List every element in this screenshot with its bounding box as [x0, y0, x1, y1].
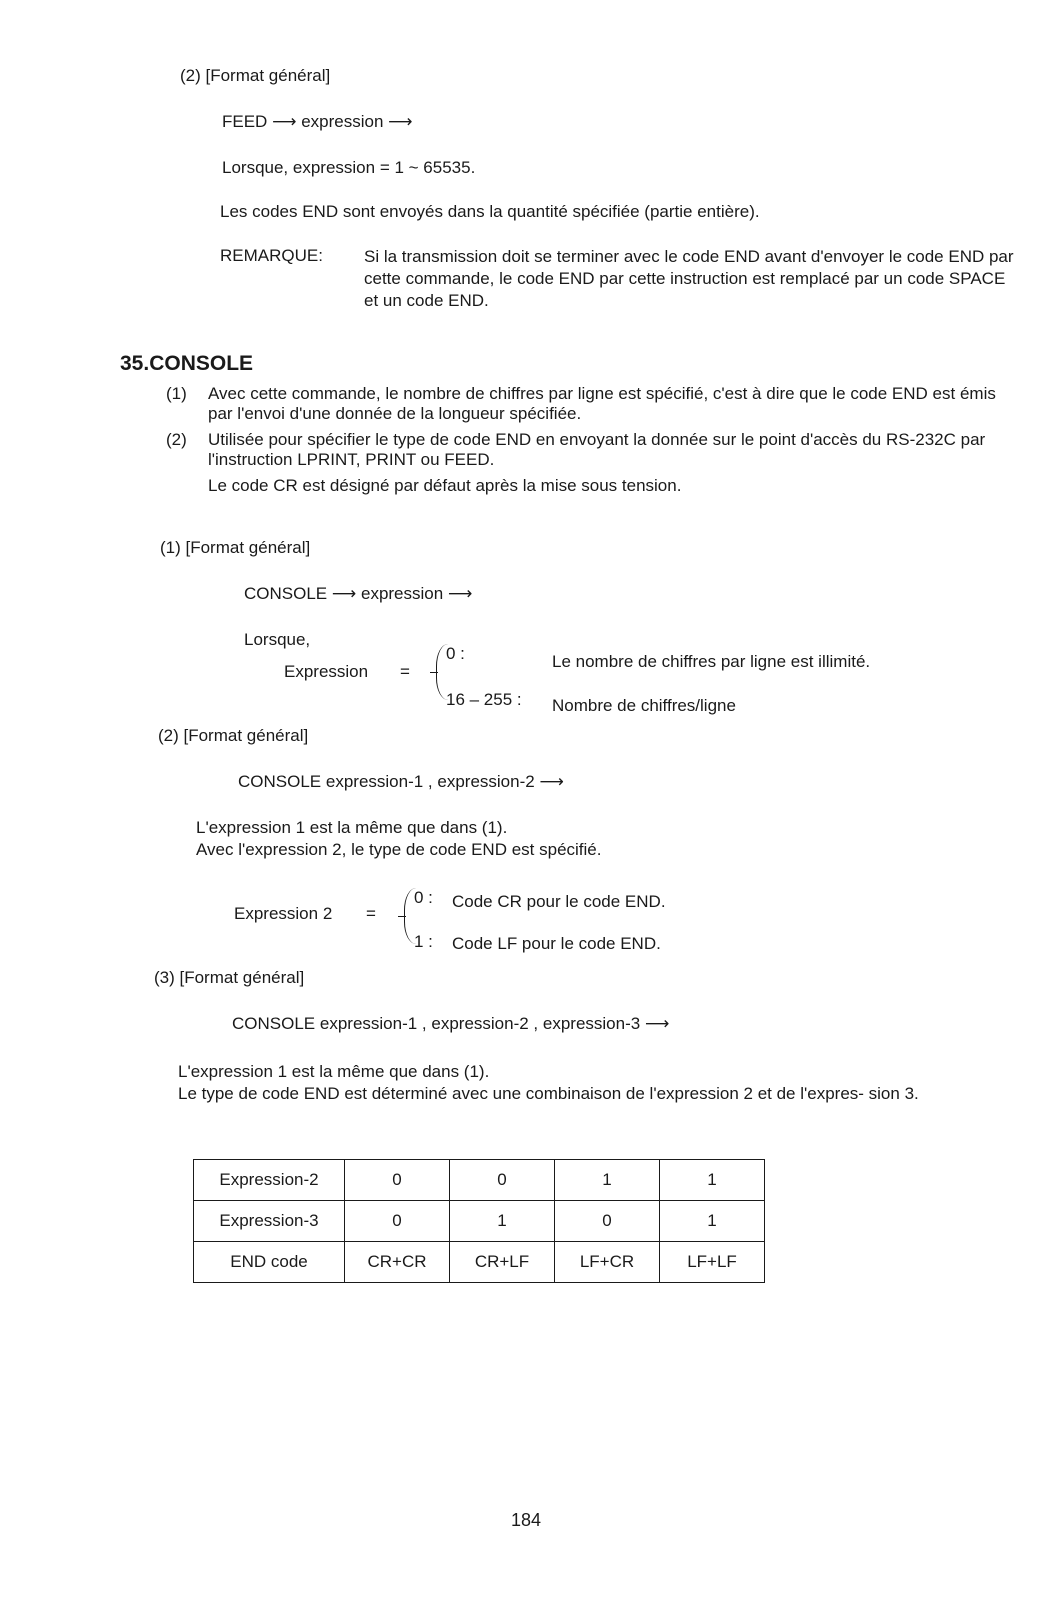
table-row-header: END code	[194, 1242, 345, 1283]
format-1-lorsque: Lorsque,	[244, 630, 311, 649]
table-cell: LF+CR	[555, 1242, 660, 1283]
table-cell: 1	[660, 1160, 765, 1201]
format-3-line-1: L'expression 1 est la même que dans (1).	[178, 1062, 490, 1081]
table-row	[194, 1201, 765, 1242]
console-keyword: CONSOLE	[232, 1014, 316, 1033]
format-1-option-1-key: 16 – 255 :	[446, 690, 522, 709]
table-row	[194, 1242, 765, 1283]
format-1-option-0-text: Le nombre de chiffres par ligne est illimité.	[552, 652, 871, 671]
table-cell: LF+LF	[660, 1242, 765, 1283]
page-number: 184	[510, 1510, 542, 1530]
format-2-label: (2) [Format général]	[158, 726, 309, 745]
table-cell: 1	[555, 1160, 660, 1201]
table-cell: 1	[660, 1201, 765, 1242]
arrow-icon: ⟶	[388, 112, 413, 131]
table-cell: CR+CR	[345, 1242, 450, 1283]
table-row	[194, 1160, 765, 1201]
feed-remarque-label: REMARQUE:	[220, 246, 323, 265]
expression-list: expression-1 , expression-2	[325, 772, 535, 791]
arrow-icon: ⟶	[644, 1014, 670, 1033]
arrow-icon: ⟶	[447, 584, 473, 603]
console-keyword: CONSOLE	[244, 584, 328, 603]
section-heading: 35.CONSOLE	[120, 352, 254, 375]
end-code-table	[193, 1159, 765, 1283]
format-3-syntax	[232, 1014, 669, 1034]
feed-format-label: (2) [Format général]	[180, 66, 331, 85]
feed-codes-end: Les codes END sont envoyés dans la quantité spécifiée (partie entière).	[220, 202, 760, 221]
table-cell: 0	[345, 1201, 450, 1242]
arrow-icon: ⟶	[272, 112, 297, 131]
format-3-label: (3) [Format général]	[154, 968, 305, 987]
format-2-option-0-text: Code CR pour le code END.	[452, 892, 666, 911]
table-row-header: Expression-3	[194, 1201, 345, 1242]
feed-lorsque: Lorsque, expression = 1 ~ 65535.	[222, 158, 476, 177]
format-3-line-2: Le type de code END est déterminé avec une combinaison de l'expression 2 et de l'expres- sion 3.	[178, 1084, 919, 1103]
format-1-syntax	[244, 584, 472, 604]
table-row-header: Expression-2	[194, 1160, 345, 1201]
format-2-equals: =	[366, 904, 376, 923]
format-2-option-1-key: 1 :	[414, 932, 433, 951]
format-2-option-1-text: Code LF pour le code END.	[452, 934, 661, 953]
expression-term: expression	[360, 584, 444, 603]
table-cell: 1	[450, 1201, 555, 1242]
format-1-label: (1) [Format général]	[160, 538, 311, 557]
expression-list: expression-1 , expression-2 , expression-3	[319, 1014, 641, 1033]
table-cell: 0	[450, 1160, 555, 1201]
feed-syntax	[222, 112, 413, 132]
table-cell: 0	[555, 1201, 660, 1242]
format-2-line-2: Avec l'expression 2, le type de code END est spécifié.	[196, 840, 602, 859]
format-2-expression-label: Expression 2	[234, 904, 333, 923]
feed-expression: expression	[301, 112, 384, 131]
table-cell: 0	[345, 1160, 450, 1201]
intro-2-default: Le code CR est désigné par défaut après la mise sous tension.	[208, 476, 682, 495]
brace-tip-icon	[430, 672, 438, 673]
format-1-option-1-text: Nombre de chiffres/ligne	[552, 696, 736, 715]
format-1-equals: =	[400, 662, 410, 681]
feed-keyword: FEED	[222, 112, 268, 131]
format-2-option-0-key: 0 :	[414, 888, 433, 907]
feed-remarque-text: Si la transmission doit se terminer avec le code END avant d'envoyer le code END par cette commande, le code END par cette instruction est remplacé par un code SPACE et un code END.	[364, 247, 1014, 310]
arrow-icon: ⟶	[331, 584, 357, 603]
format-2-syntax	[238, 772, 564, 792]
format-2-line-1: L'expression 1 est la même que dans (1).	[196, 818, 508, 837]
intro-2-text: Utilisée pour spécifier le type de code END en envoyant la donnée sur le point d'accès du RS-232C par l'instruction LPRINT, PRINT ou FEED.	[208, 430, 986, 469]
table-cell: CR+LF	[450, 1242, 555, 1283]
console-keyword: CONSOLE	[238, 772, 322, 791]
intro-1-text: Avec cette commande, le nombre de chiffres par ligne est spécifié, c'est à dire que le code END est émis par l'envoi d'une donnée de la longueur spécifiée.	[208, 384, 996, 423]
brace-tip-icon	[398, 916, 406, 917]
format-1-option-0-key: 0 :	[446, 644, 465, 663]
intro-1-number: (1)	[166, 384, 187, 403]
format-1-expression-label: Expression	[284, 662, 369, 681]
arrow-icon: ⟶	[539, 772, 564, 791]
intro-2-number: (2)	[166, 430, 187, 449]
